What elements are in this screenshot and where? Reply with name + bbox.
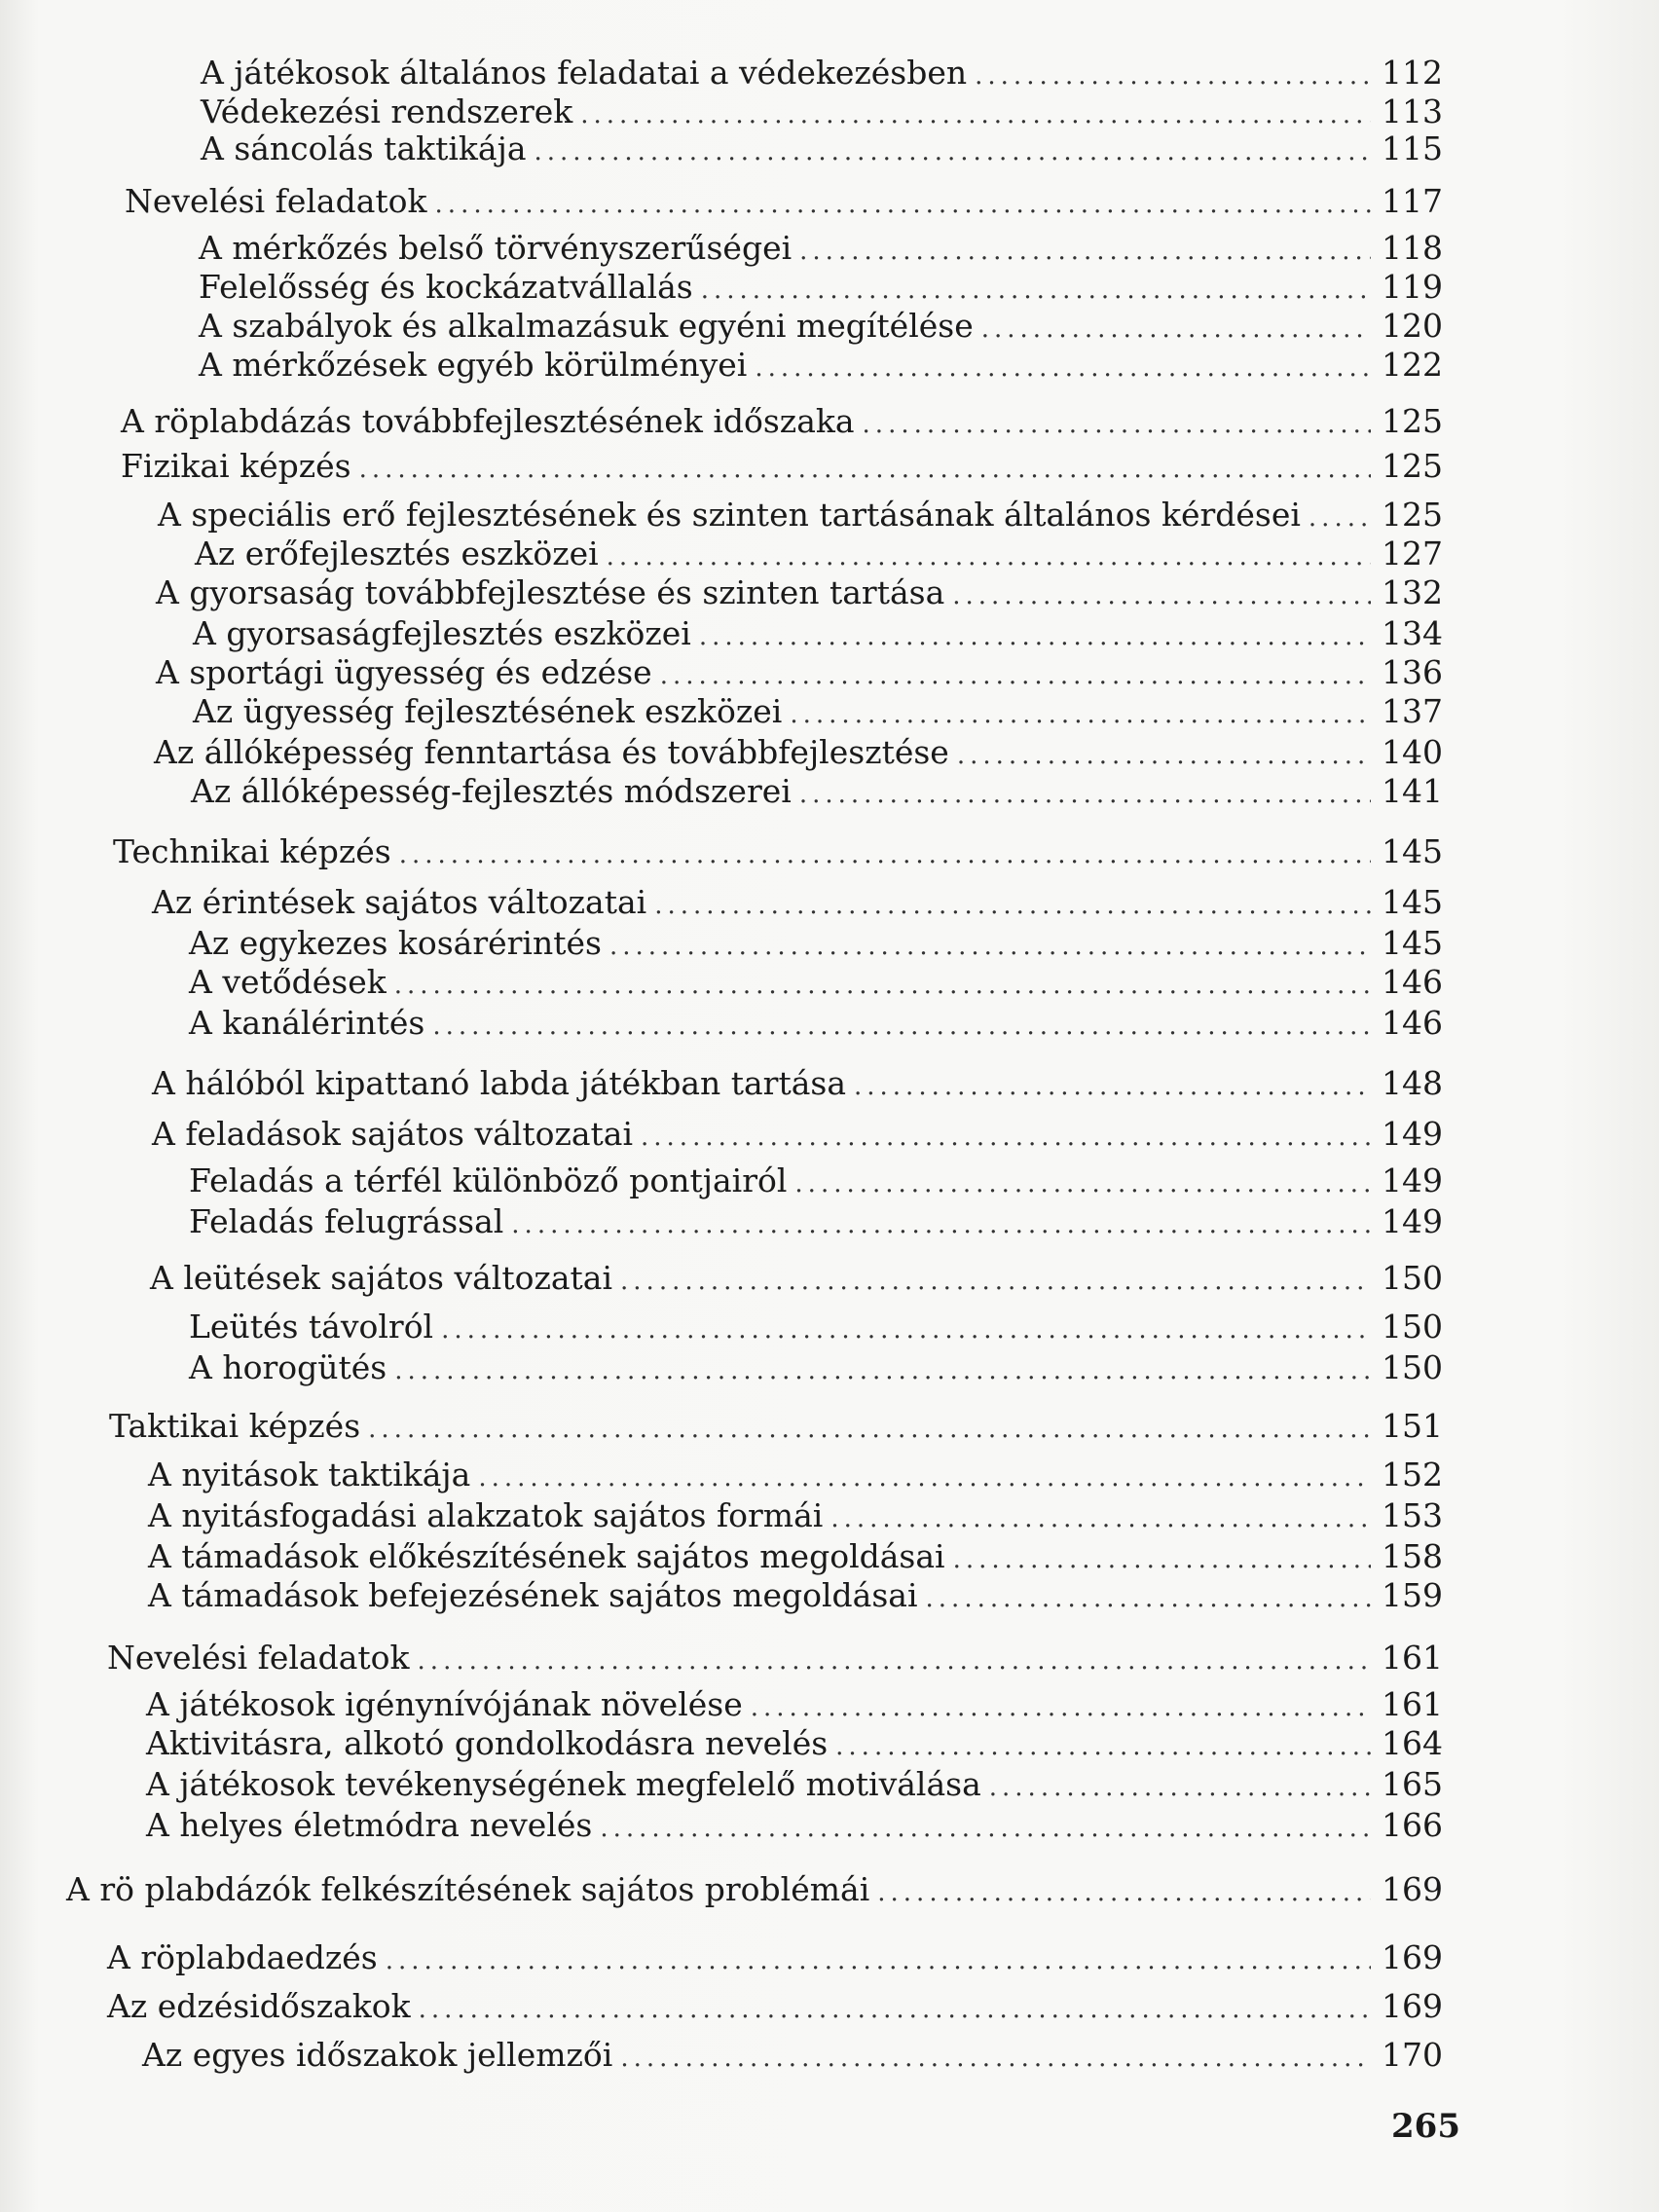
toc-entry-page: 141: [1382, 772, 1443, 810]
page-number: 265: [1391, 2107, 1460, 2146]
toc-entry: [121, 444, 1443, 489]
toc-entry-page: 159: [1382, 1576, 1443, 1614]
toc-entry-title: A sportági ügyesség és edzése: [156, 653, 652, 691]
toc-entry-title: A horogütés: [189, 1348, 387, 1386]
toc-entry: [148, 1453, 1443, 1497]
toc-entry-title: Az ügyesség fejlesztésének eszközei: [193, 692, 783, 730]
leader-dots: [359, 447, 1371, 492]
leader-dots: [799, 772, 1371, 817]
toc-entry: [201, 127, 1443, 171]
toc-entry-title: A röplabdaedzés: [107, 1938, 378, 1976]
toc-entry-page: 145: [1382, 832, 1443, 870]
toc-entry: [152, 880, 1443, 925]
toc-entry-page: 150: [1382, 1308, 1443, 1346]
toc-entry-page: 140: [1382, 733, 1443, 771]
toc-entry-page: 170: [1382, 2036, 1443, 2074]
toc-entry-title: A játékosok tevékenységének megfelelő motiválása: [146, 1765, 981, 1803]
leader-dots: [641, 1115, 1371, 1160]
toc-entry: [189, 1159, 1443, 1203]
toc-entry-page: 136: [1382, 653, 1443, 691]
toc-entry-page: 146: [1382, 963, 1443, 1001]
toc-entry-title: A nyitások taktikája: [148, 1456, 471, 1493]
toc-entry: [148, 1573, 1443, 1618]
toc-entry: [66, 1867, 1443, 1912]
toc-entry-title: A gyorsaság továbbfejlesztése és szinten tartása: [156, 573, 945, 611]
toc-entry-page: 164: [1382, 1724, 1443, 1762]
toc-entry: [125, 179, 1443, 224]
toc-entry-title: A rö plabdázók felkészítésének sajátos problémái: [66, 1870, 870, 1908]
toc-entry: [152, 1112, 1443, 1157]
toc-entry-page: 152: [1382, 1456, 1443, 1493]
toc-entry-title: Fizikai képzés: [121, 447, 351, 485]
toc-entry: [146, 1721, 1443, 1766]
leader-dots: [620, 2036, 1371, 2081]
toc-entry: [121, 399, 1443, 444]
leader-dots: [368, 1407, 1371, 1452]
toc-entry: [152, 1061, 1443, 1106]
toc-entry-page: 158: [1382, 1537, 1443, 1575]
toc-entry-page: 161: [1382, 1639, 1443, 1677]
toc-entry-title: Védekezési rendszerek: [201, 92, 573, 130]
toc-entry-title: Feladás felugrással: [189, 1202, 504, 1240]
toc-entry: [113, 830, 1443, 874]
toc-entry-title: A mérkőzés belső törvényszerűségei: [199, 229, 793, 267]
leader-dots: [620, 1259, 1371, 1304]
toc-entry-page: 118: [1382, 229, 1443, 267]
toc-entry: [146, 1803, 1443, 1848]
toc-entry: [109, 1404, 1443, 1449]
leader-dots: [432, 1004, 1371, 1049]
toc-entry-title: A mérkőzések egyéb körülményei: [199, 346, 748, 384]
toc-entry-page: 161: [1382, 1685, 1443, 1723]
toc-entry-page: 125: [1382, 496, 1443, 534]
leader-dots: [854, 1064, 1371, 1109]
leader-dots: [535, 129, 1371, 174]
leader-dots: [926, 1576, 1371, 1621]
toc-entry-title: Az egyes időszakok jellemzői: [142, 2036, 613, 2074]
toc-entry-page: 149: [1382, 1202, 1443, 1240]
toc-entry-page: 150: [1382, 1259, 1443, 1297]
toc-entry-page: 165: [1382, 1765, 1443, 1803]
leader-dots: [877, 1870, 1371, 1915]
toc-entry-page: 125: [1382, 402, 1443, 440]
toc-entry-page: 169: [1382, 1938, 1443, 1976]
toc-entry-page: 169: [1382, 1870, 1443, 1908]
toc-entry-title: Az állóképesség fenntartása és továbbfejlesztése: [154, 733, 949, 771]
toc-entry-title: A támadások befejezésének sajátos megoldásai: [148, 1576, 918, 1614]
leader-dots: [418, 1639, 1371, 1683]
toc-entry-page: 146: [1382, 1004, 1443, 1042]
leader-dots: [600, 1806, 1371, 1851]
toc-entry-page: 132: [1382, 573, 1443, 611]
toc-entry: [107, 1636, 1443, 1680]
toc-entry-page: 127: [1382, 535, 1443, 572]
leader-dots: [435, 182, 1371, 227]
toc-entry-title: A helyes életmódra nevelés: [146, 1806, 593, 1844]
toc-entry-title: A nyitásfogadási alakzatok sajátos formái: [148, 1496, 824, 1534]
toc-entry-page: 119: [1382, 268, 1443, 306]
toc-entry-page: 115: [1382, 129, 1443, 167]
toc-entry-title: Felelősség és kockázatvállalás: [199, 268, 693, 306]
toc-entry-page: 134: [1382, 614, 1443, 652]
leader-dots: [386, 1938, 1371, 1983]
toc-entry-page: 122: [1382, 346, 1443, 384]
toc-entry-page: 145: [1382, 924, 1443, 962]
toc-entry: [107, 1984, 1443, 2029]
toc-entry-title: Az érintések sajátos változatai: [152, 883, 647, 921]
toc-entry-page: 148: [1382, 1064, 1443, 1102]
toc-entry-title: Nevelési feladatok: [125, 182, 427, 220]
leader-dots: [399, 832, 1371, 877]
toc-entry: [199, 343, 1443, 387]
leader-dots: [863, 402, 1371, 447]
toc-entry: [146, 1762, 1443, 1807]
toc-entry-title: Technikai képzés: [113, 832, 391, 870]
toc-entry-title: Feladás a térfél különböző pontjairól: [189, 1161, 788, 1199]
leader-dots: [419, 1987, 1371, 2032]
toc-entry-title: Az erőfejlesztés eszközei: [195, 535, 599, 572]
toc-entry-title: Nevelési feladatok: [107, 1639, 410, 1677]
toc-entry: [148, 1493, 1443, 1538]
toc-entry: [189, 1305, 1443, 1349]
toc-entry-title: A leütések sajátos változatai: [150, 1259, 613, 1297]
toc-entry-page: 151: [1382, 1407, 1443, 1445]
toc-entry: [189, 960, 1443, 1005]
toc-entry: [142, 2033, 1443, 2078]
toc-entry: [107, 1936, 1443, 1980]
toc-entry-title: A játékosok általános feladatai a védekezésben: [201, 54, 968, 92]
toc-entry-title: A röplabdázás továbbfejlesztésének időszaka: [121, 402, 855, 440]
toc-entry: [193, 689, 1443, 734]
toc-entry-page: 153: [1382, 1496, 1443, 1534]
leader-dots: [394, 1348, 1371, 1393]
toc-entry: [189, 1346, 1443, 1390]
toc-entry: [150, 1256, 1443, 1301]
toc-entry-title: A speciális erő fejlesztésének és szinten tartásának általános kérdései: [158, 496, 1301, 534]
toc-entry-title: A feladások sajátos változatai: [152, 1115, 634, 1153]
toc-entry-title: A hálóból kipattanó labda játékban tartása: [152, 1064, 846, 1102]
toc-entry-page: 117: [1382, 182, 1443, 220]
toc-entry-page: 149: [1382, 1161, 1443, 1199]
toc-entry-title: Az állóképesség-fejlesztés módszerei: [191, 772, 792, 810]
toc-entry-page: 112: [1382, 54, 1443, 92]
toc-entry-title: Az edzésidőszakok: [107, 1987, 411, 2025]
toc-entry-title: A szabályok és alkalmazásuk egyéni megítélése: [199, 307, 974, 345]
toc-entry-title: A támadások előkészítésének sajátos megoldásai: [148, 1537, 945, 1575]
toc-entry-title: Leütés távolról: [189, 1308, 434, 1346]
toc-entry-title: A játékosok igénynívójának növelése: [146, 1685, 743, 1723]
toc-entry-title: Taktikai képzés: [109, 1407, 361, 1445]
toc-entry-title: A vetődések: [189, 963, 387, 1001]
leader-dots: [511, 1202, 1371, 1247]
toc-entry-title: A sáncolás taktikája: [201, 129, 527, 167]
toc-entry-title: A gyorsaságfejlesztés eszközei: [193, 614, 691, 652]
toc-entry-page: 169: [1382, 1987, 1443, 2025]
toc-entry-page: 120: [1382, 307, 1443, 345]
toc-entry-page: 149: [1382, 1115, 1443, 1153]
toc-entry: [191, 769, 1443, 814]
leader-dots: [755, 346, 1371, 390]
toc-entry: [189, 1001, 1443, 1046]
toc-entry: [156, 571, 1443, 615]
toc-entry: [189, 1199, 1443, 1244]
toc-entry-page: 166: [1382, 1806, 1443, 1844]
toc-entry-page: 137: [1382, 692, 1443, 730]
toc-entry-title: Az egykezes kosárérintés: [189, 924, 602, 962]
toc-entry-page: 125: [1382, 447, 1443, 485]
toc-entry-page: 150: [1382, 1348, 1443, 1386]
toc-entry-title: Aktivitásra, alkotó gondolkodásra nevelés: [146, 1724, 829, 1762]
toc-entry-title: A kanálérintés: [189, 1004, 425, 1042]
toc-entry-page: 145: [1382, 883, 1443, 921]
toc-entry-page: 113: [1382, 92, 1443, 130]
